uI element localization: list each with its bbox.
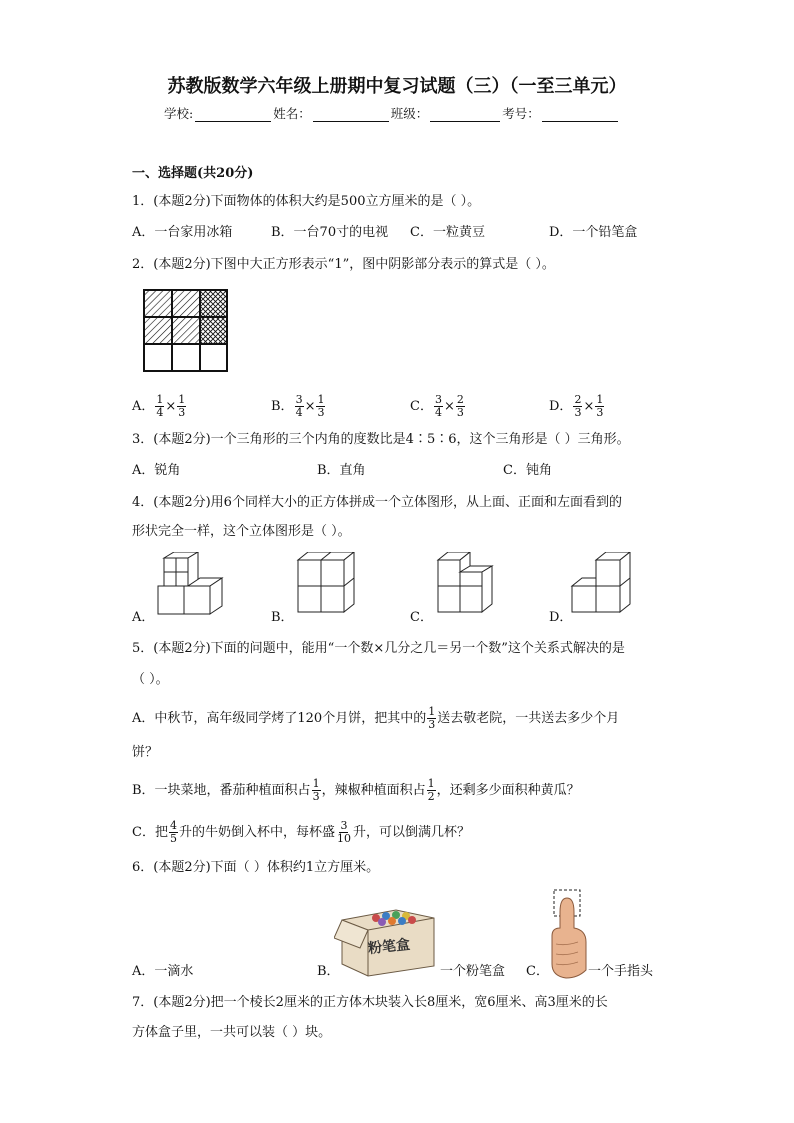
q2-fraction-grid-figure bbox=[143, 289, 229, 373]
q4-stem-line1: 4．(本题2分)用6个同样大小的正方体拼成一个立体图形，从上面、正面和左面看到的 bbox=[132, 495, 622, 510]
q2-option-d[interactable]: D． $\frac{2}{3}$ × $\frac{1}{3}$ bbox=[549, 393, 604, 419]
q4-option-a[interactable]: A． bbox=[132, 610, 155, 625]
q3-stem: 3．(本题2分)一个三角形的三个内角的度数比是4∶5∶6，这个三角形是（ ）三角形。 bbox=[132, 432, 630, 447]
q6-option-b[interactable]: B． bbox=[317, 964, 340, 979]
q1-stem: 1．(本题2分)下面物体的体积大约是500立方厘米的是（ ）。 bbox=[132, 194, 481, 209]
q4-option-c[interactable]: C． bbox=[410, 610, 433, 625]
class-label: 班级： bbox=[390, 106, 429, 121]
q1-option-d[interactable]: D．一个铅笔盒 bbox=[549, 225, 638, 240]
student-info-line bbox=[164, 104, 620, 122]
q5-option-a[interactable]: A．中秋节，高年级同学烤了120个月饼，把其中的 $\frac{1}{3}$ 送去敬老院，一共送去多少个月 bbox=[132, 705, 620, 731]
q5-option-c[interactable]: C．把 $\frac{4}{5}$ 升的牛奶倒入杯中，每杯盛 $\frac{3}{10}$ 升，可以倒满几杯？ bbox=[132, 819, 470, 845]
q4-stem-line2: 形状完全一样，这个立体图形是（ ）。 bbox=[132, 524, 351, 539]
q4-option-d[interactable]: D． bbox=[549, 610, 573, 625]
q5-option-b[interactable]: B．一块菜地，番茄种植面积占 $\frac{1}{3}$ ，辣椒种植面积占 $\frac{1}{2}$ ，还剩多少面积种黄瓜？ bbox=[132, 777, 580, 803]
q3-option-c[interactable]: C．钝角 bbox=[503, 463, 552, 478]
q4-figure-b bbox=[292, 552, 372, 622]
class-blank[interactable] bbox=[430, 107, 500, 122]
q6-stem: 6．(本题2分)下面（ ）体积约1立方厘米。 bbox=[132, 860, 380, 875]
school-blank[interactable] bbox=[195, 107, 271, 122]
q4-figure-c bbox=[430, 552, 510, 622]
q2-option-b[interactable]: B． $\frac{3}{4}$ × $\frac{1}{3}$ bbox=[271, 393, 325, 419]
chalk-box-label: 粉笔盒 bbox=[367, 936, 411, 958]
q6-option-c[interactable]: C． bbox=[526, 964, 549, 979]
q1-option-c[interactable]: C．一粒黄豆 bbox=[410, 225, 485, 240]
q4-figure-d bbox=[568, 552, 648, 622]
number-blank[interactable] bbox=[542, 107, 618, 122]
q1-option-b[interactable]: B．一台70寸的电视 bbox=[271, 225, 389, 240]
school-label: 学校: bbox=[164, 106, 194, 121]
q2-option-a[interactable]: A． $\frac{1}{4}$ × $\frac{1}{3}$ bbox=[132, 393, 186, 419]
q7-stem-line2: 方体盒子里，一共可以装（ ）块。 bbox=[132, 1025, 332, 1040]
q5-option-a-cont: 饼？ bbox=[132, 745, 159, 760]
number-label: 考号： bbox=[502, 106, 540, 121]
q6-option-b-suffix: 一个粉笔盒 bbox=[440, 964, 506, 979]
page-title: 苏教版数学六年级上册期中复习试题（三）（一至三单元） bbox=[167, 76, 627, 97]
section-heading: 一、选择题(共20分) bbox=[132, 166, 254, 181]
q7-stem-line1: 7．(本题2分)把一个棱长2厘米的正方体木块装入长8厘米，宽6厘米、高3厘米的长 bbox=[132, 995, 608, 1010]
q3-option-a[interactable]: A．锐角 bbox=[132, 463, 181, 478]
q6-option-a[interactable]: A．一滴水 bbox=[132, 964, 194, 979]
q2-stem: 2．(本题2分)下图中大正方形表示“1”，图中阴影部分表示的算式是（ ）。 bbox=[132, 257, 555, 272]
name-label: 姓名： bbox=[273, 106, 311, 121]
q4-figure-a bbox=[150, 552, 230, 622]
q2-option-c[interactable]: C． $\frac{3}{4}$ × $\frac{2}{3}$ bbox=[410, 393, 464, 419]
thumb-illustration bbox=[548, 888, 592, 980]
q3-option-b[interactable]: B．直角 bbox=[317, 463, 366, 478]
q6-option-c-suffix: 一个手指头 bbox=[588, 964, 654, 979]
q4-option-b[interactable]: B． bbox=[271, 610, 294, 625]
q5-stem-line1: 5．(本题2分)下面的问题中，能用“一个数×几分之几＝另一个数”这个关系式解决的是 bbox=[132, 641, 625, 656]
q5-stem-line2: （ ）。 bbox=[132, 672, 169, 687]
q1-option-a[interactable]: A．一台家用冰箱 bbox=[132, 225, 233, 240]
name-blank[interactable] bbox=[313, 107, 389, 122]
